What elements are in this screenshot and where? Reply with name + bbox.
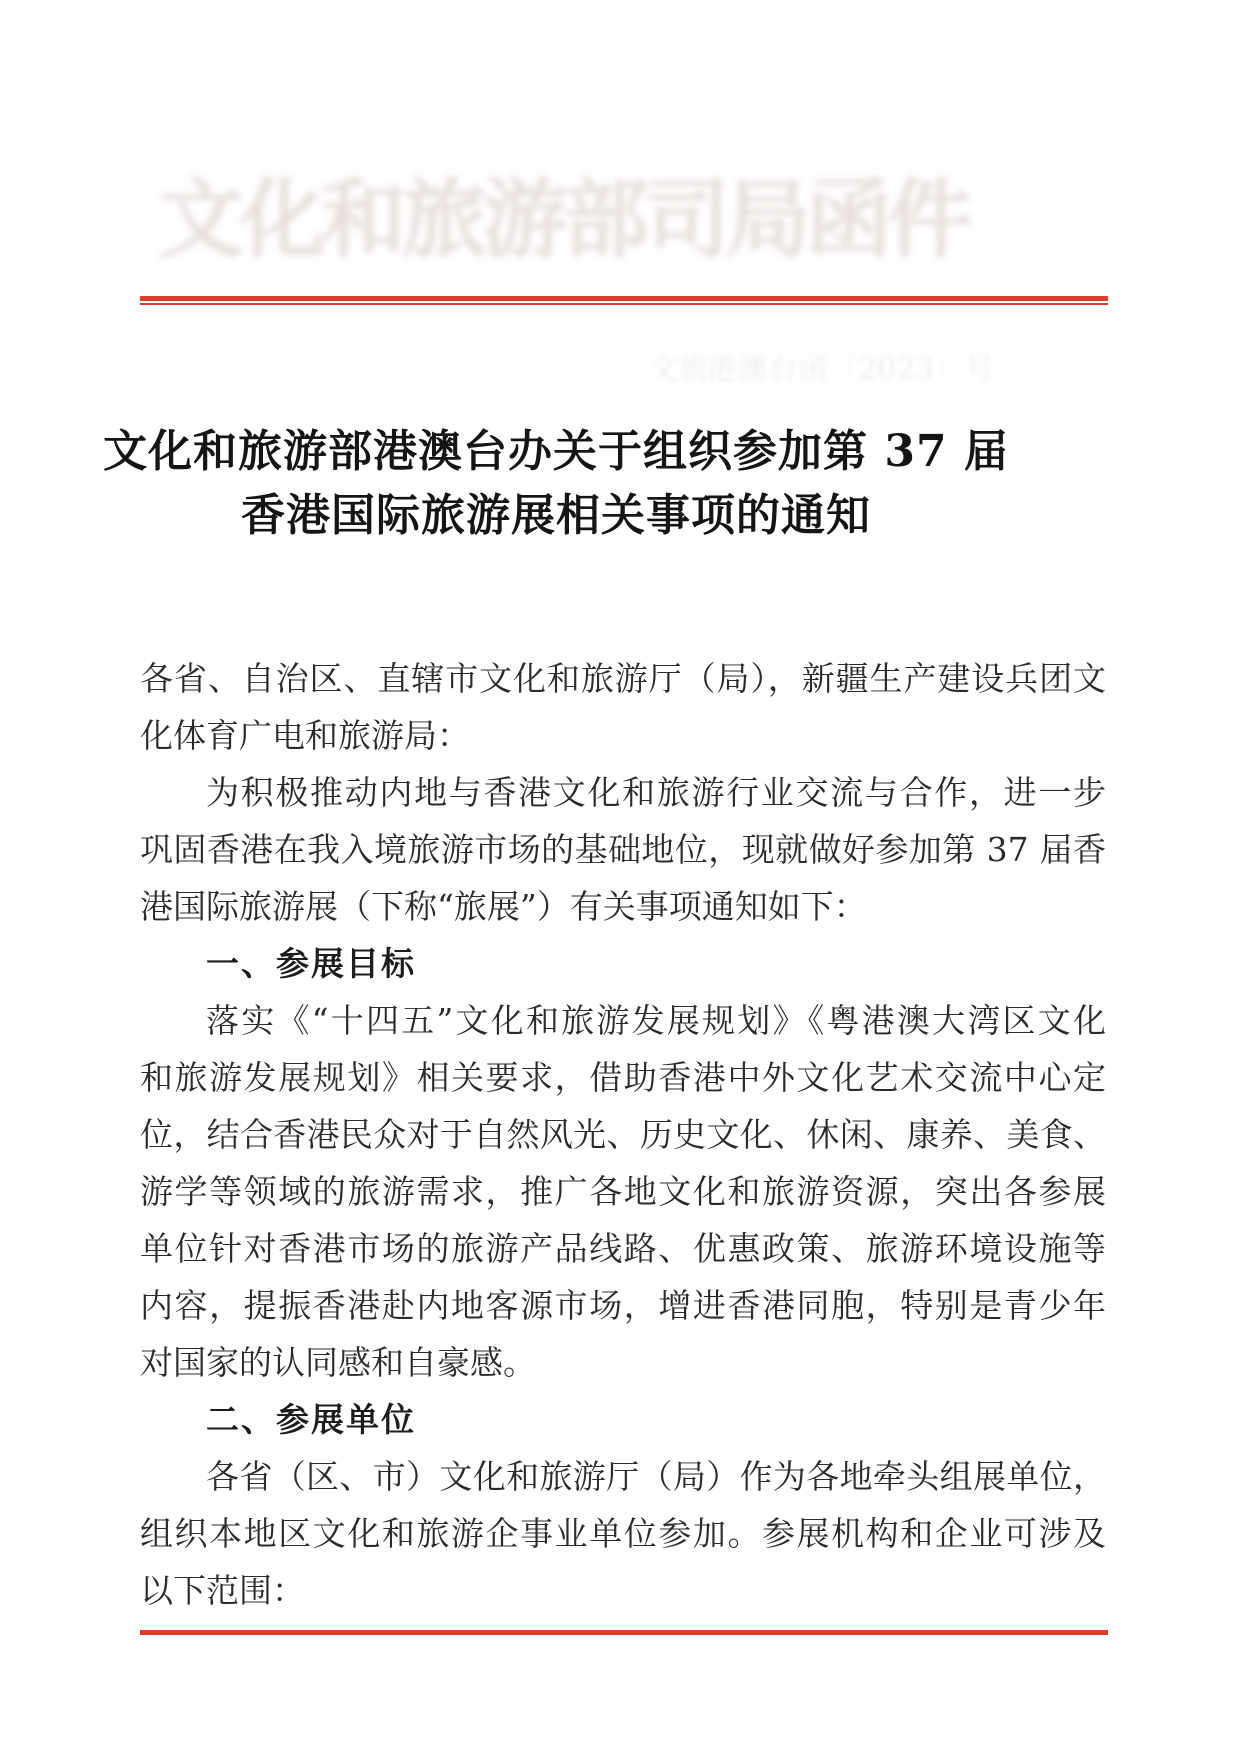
body-line: 游学等领域的旅游需求，推广各地文化和旅游资源，突出各参展 [140, 1172, 1106, 1211]
body-line: 内容，提振香港赴内地客源市场，增进香港同胞，特别是青少年 [140, 1286, 1106, 1325]
body-line: 和旅游发展规划》相关要求，借助香港中外文化艺术交流中心定 [140, 1058, 1106, 1097]
body-line: 港国际旅游展（下称“旅展”）有关事项通知如下： [140, 887, 867, 926]
body-line: 对国家的认同感和自豪感。 [140, 1343, 536, 1382]
body-line: 化体育广电和旅游局： [140, 716, 470, 755]
red-rule-bottom [140, 1630, 1108, 1635]
body-line: 各省、自治区、直辖市文化和旅游厅（局），新疆生产建设兵团文 [140, 659, 1106, 698]
body-line: 各省（区、市）文化和旅游厅（局）作为各地牵头组展单位， [206, 1457, 1106, 1496]
body-line: 巩固香港在我入境旅游市场的基础地位，现就做好参加第 37 届香 [140, 830, 1106, 869]
section-heading: 二、参展单位 [206, 1400, 416, 1439]
notice-title-line2: 香港国际旅游展相关事项的通知 [241, 490, 871, 541]
red-double-rule [140, 296, 1108, 305]
doc-number-ghost: 文旅港澳台函〔2023〕号 [648, 352, 995, 387]
body-line: 组织本地区文化和旅游企事业单位参加。参展机构和企业可涉及 [140, 1514, 1106, 1553]
notice-body [140, 650, 1106, 1619]
section-heading: 一、参展目标 [206, 944, 416, 983]
notice-title [0, 420, 1112, 548]
body-line: 为积极推动内地与香港文化和旅游行业交流与合作，进一步 [206, 773, 1106, 812]
notice-title-line1: 文化和旅游部港澳台办关于组织参加第 37 届 [103, 426, 1009, 477]
body-line: 落实《“十四五”文化和旅游发展规划》《粤港澳大湾区文化 [206, 1001, 1106, 1040]
red-rule-thin [140, 303, 1108, 305]
letterhead-ghost: 文化和旅游部司局函件 [158, 169, 968, 270]
body-line: 位，结合香港民众对于自然风光、历史文化、休闲、康养、美食、 [140, 1115, 1106, 1154]
body-line: 单位针对香港市场的旅游产品线路、优惠政策、旅游环境设施等 [140, 1229, 1106, 1268]
body-line: 以下范围： [140, 1571, 305, 1610]
